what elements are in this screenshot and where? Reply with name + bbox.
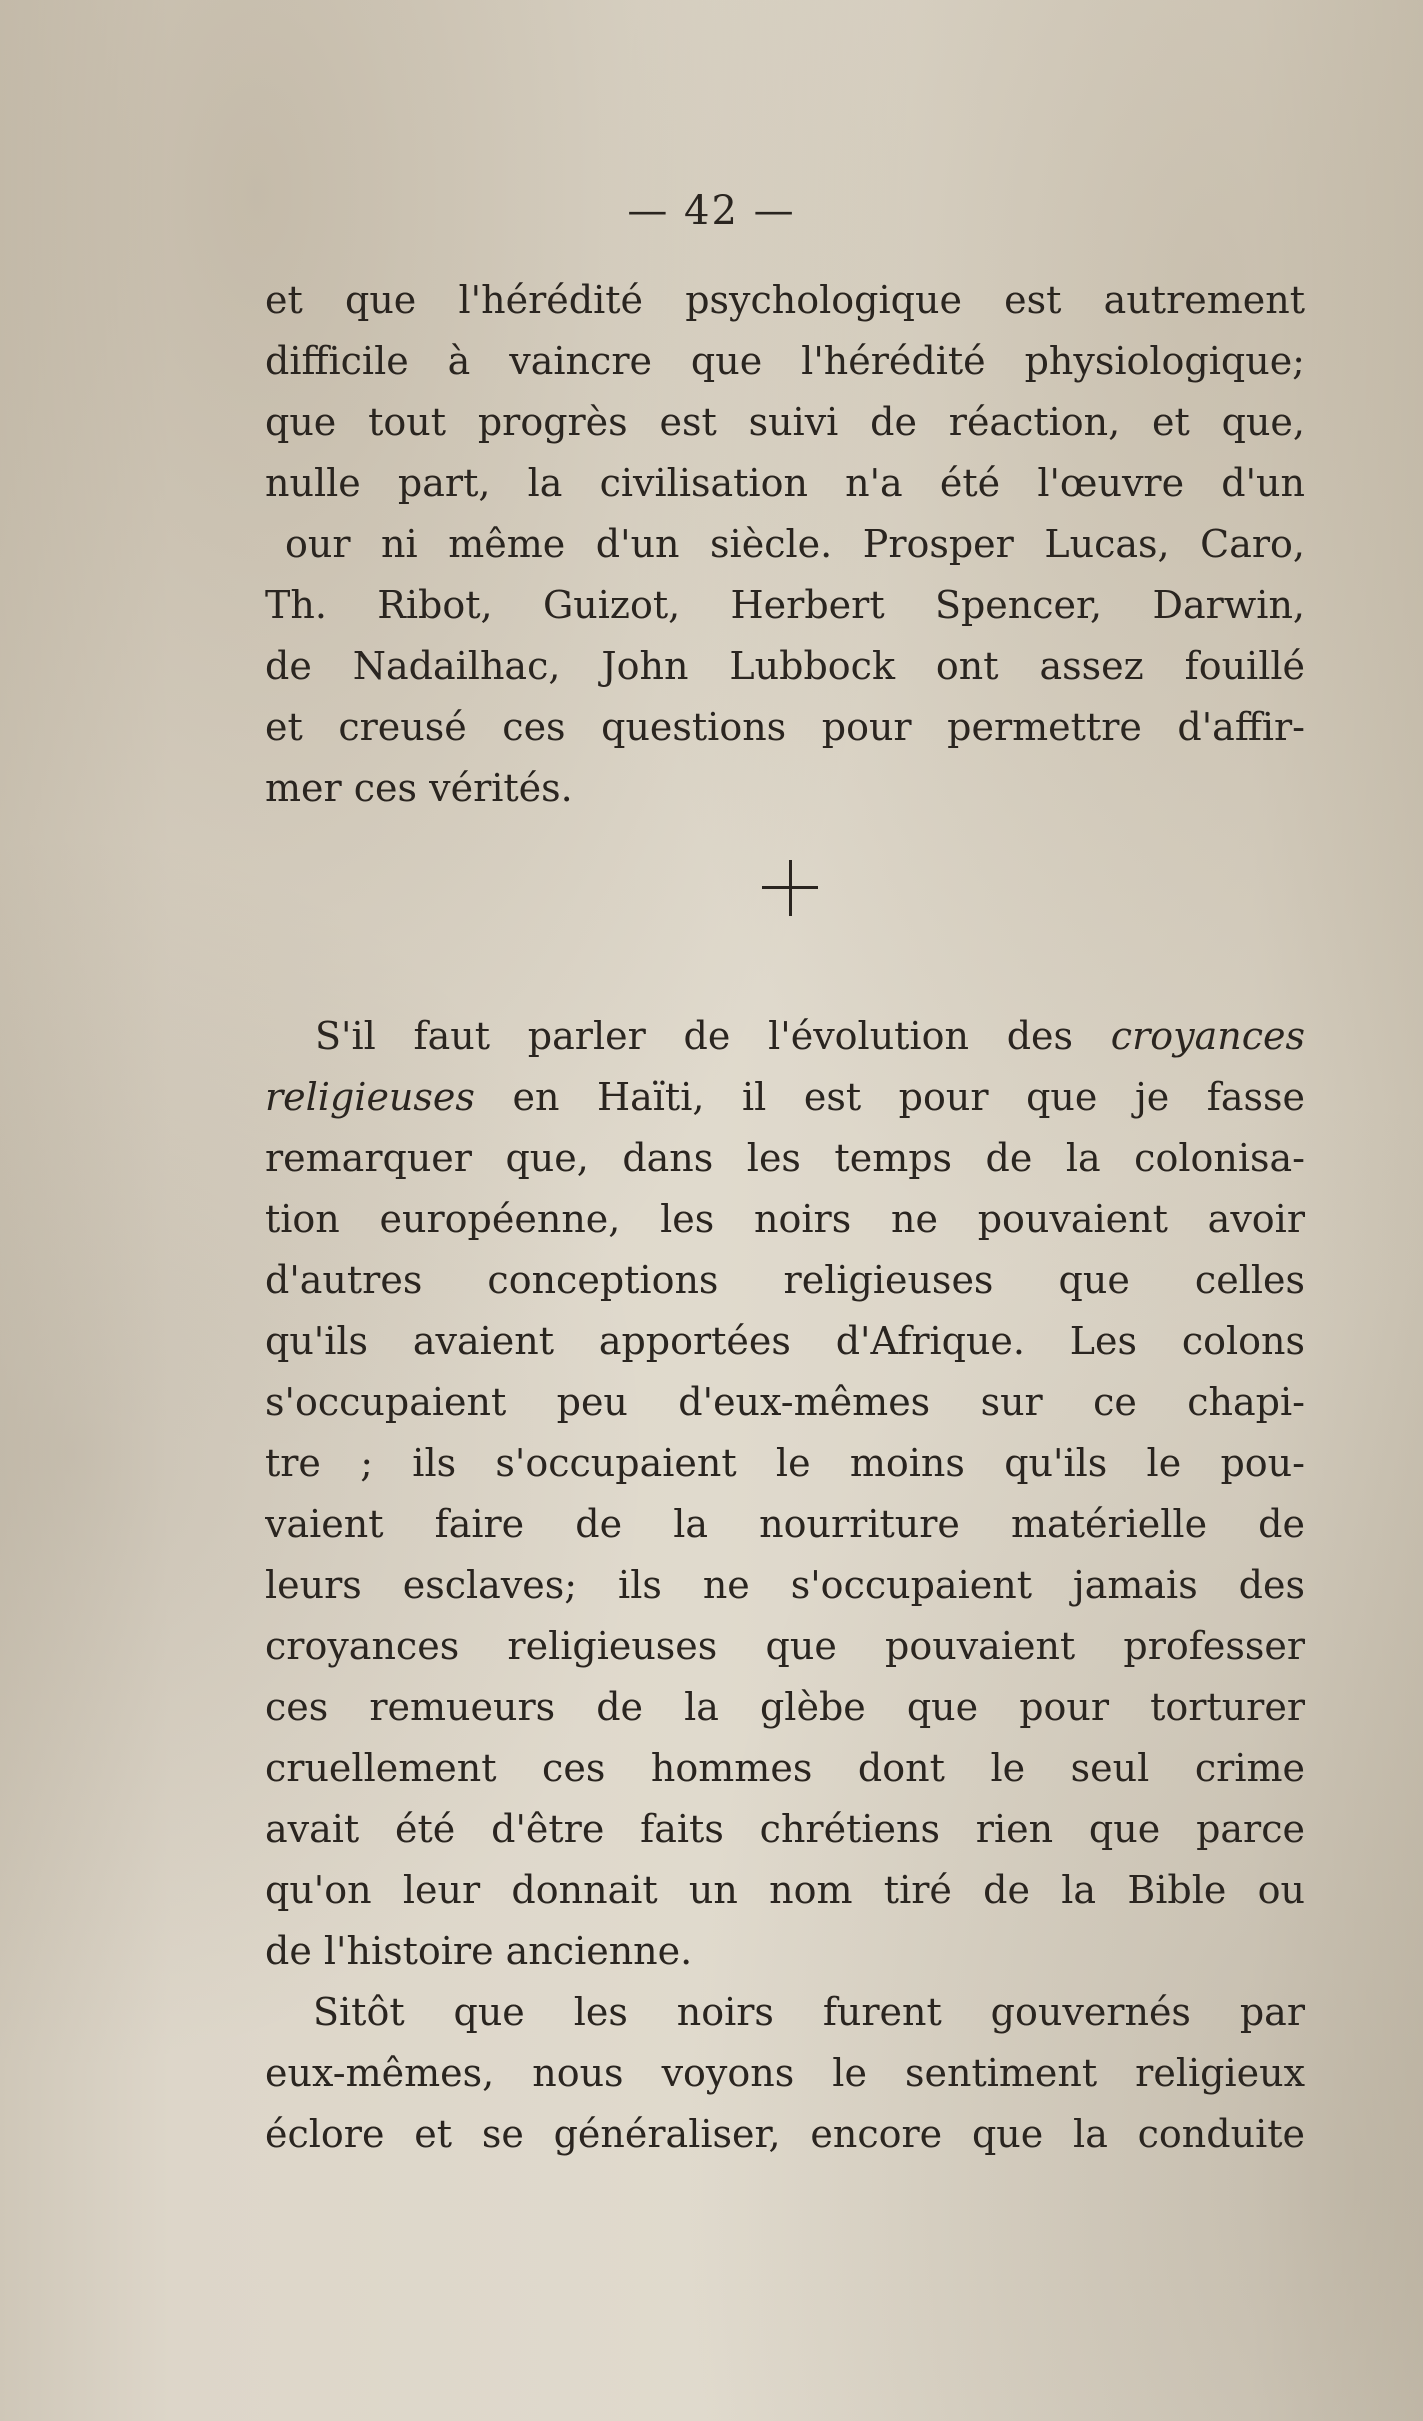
text-line: Sitôt que les noirs furent gouvernés par xyxy=(313,1990,1305,2034)
text-line: de Nadailhac, John Lubbock ont assez fouillé xyxy=(265,644,1305,688)
text-line: croyances religieuses que pouvaient professer xyxy=(265,1624,1305,1668)
text-line: tre ; ils s'occupaient le moins qu'ils le pou- xyxy=(265,1441,1305,1485)
text-line: de l'histoire ancienne. xyxy=(265,1929,693,1973)
text-line: s'occupaient peu d'eux-mêmes sur ce chapi- xyxy=(265,1380,1305,1424)
text-line: difficile à vaincre que l'hérédité physiologique; xyxy=(265,339,1305,383)
text-line: qu'on leur donnait un nom tiré de la Bible ou xyxy=(265,1868,1305,1912)
text-line: vaient faire de la nourriture matérielle de xyxy=(265,1502,1305,1546)
text-line: nulle part, la civilisation n'a été l'œuvre d'un xyxy=(265,461,1305,505)
text-line: avait été d'être faits chrétiens rien que parce xyxy=(265,1807,1305,1851)
text-line: d'autres conceptions religieuses que celles xyxy=(265,1258,1305,1302)
paragraph-2 xyxy=(265,1006,1305,2165)
page-number: — 42 — xyxy=(627,188,796,234)
text-line: mer ces vérités. xyxy=(265,766,573,810)
text-line: et creusé ces questions pour permettre d'affir- xyxy=(265,705,1305,749)
text-line: éclore et se généraliser, encore que la conduite xyxy=(265,2112,1305,2156)
text-line: et que l'hérédité psychologique est autrement xyxy=(265,278,1305,322)
text-line: our ni même d'un siècle. Prosper Lucas, Caro, xyxy=(285,522,1305,566)
text-line: ces remueurs de la glèbe que pour torturer xyxy=(265,1685,1305,1729)
text-line: leurs esclaves; ils ne s'occupaient jamais des xyxy=(265,1563,1305,1607)
text-line: tion européenne, les noirs ne pouvaient avoir xyxy=(265,1197,1305,1241)
text-line xyxy=(265,1006,1305,1067)
text-line: Th. Ribot, Guizot, Herbert Spencer, Darwin, xyxy=(265,583,1305,627)
text-line: que tout progrès est suivi de réaction, et que, xyxy=(265,400,1305,444)
text-line: remarquer que, dans les temps de la colonisa- xyxy=(265,1136,1305,1180)
text-line: qu'ils avaient apportées d'Afrique. Les colons xyxy=(265,1319,1305,1363)
text-line xyxy=(265,1067,1305,1128)
paragraph-1 xyxy=(265,270,1305,819)
text-fragment: en Haïti, il est pour que je fasse xyxy=(474,1075,1305,1119)
text-line: cruellement ces hommes dont le seul crime xyxy=(265,1746,1305,1790)
italic-term: religieuses xyxy=(265,1075,475,1119)
text-fragment: S'il faut parler de l'évolution des xyxy=(315,1014,1111,1058)
italic-term: croyances xyxy=(1110,1014,1305,1058)
text-line: eux-mêmes, nous voyons le sentiment religieux xyxy=(265,2051,1305,2095)
section-separator-cross xyxy=(762,860,818,916)
